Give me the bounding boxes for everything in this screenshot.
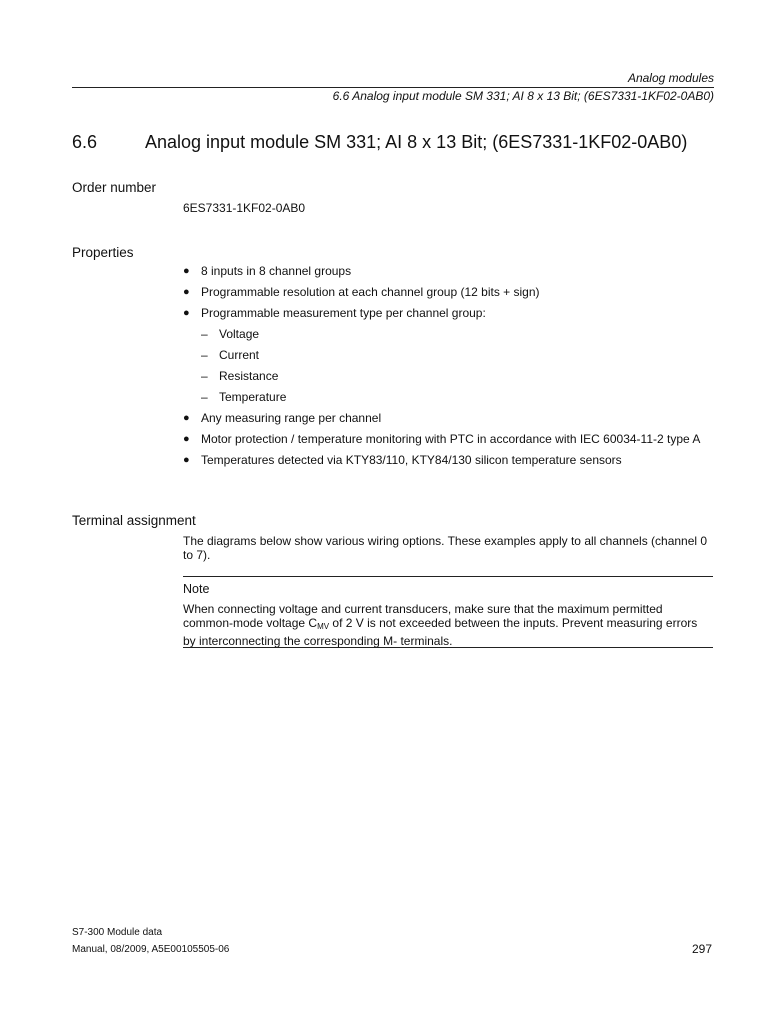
page-number: 297 bbox=[691, 942, 712, 956]
note-text: When connecting voltage and current transducers, make sure that the maximum permitted common-mode voltage $C_{MV}$ of 2 V is not exceeded between the inputs. Prevent measuring errors by interconnecting the corresponding M- terminals. bbox=[183, 602, 698, 648]
list-item: ● Programmable resolution at each channel group (12 bits + sign) bbox=[183, 285, 540, 299]
section-number: 6.6 bbox=[72, 132, 98, 152]
list-item: ● Motor protection / temperature monitoring with PTC in accordance with IEC 60034-11-2 type A bbox=[183, 432, 701, 446]
list-item: ● Temperatures detected via KTY83/110, KTY84/130 silicon temperature sensors bbox=[183, 453, 622, 467]
sub-list-item: – Voltage bbox=[201, 327, 260, 341]
dash-icon: – bbox=[201, 348, 208, 362]
bullet-icon: ● bbox=[183, 307, 190, 319]
dash-icon: – bbox=[201, 390, 208, 404]
bullet-icon: ● bbox=[183, 454, 190, 466]
header-rule bbox=[72, 87, 714, 88]
note-rule-bottom bbox=[183, 647, 713, 648]
list-item: ● 8 inputs in 8 channel groups bbox=[183, 264, 352, 278]
dash-icon: – bbox=[201, 369, 208, 383]
sub-list-item: – Temperature bbox=[201, 390, 287, 404]
footer-manual-info: Manual, 08/2009, A5E00105505-06 bbox=[72, 944, 230, 955]
list-item: ● Any measuring range per channel bbox=[183, 411, 382, 425]
dash-icon: – bbox=[201, 327, 208, 341]
terminal-assignment-heading: Terminal assignment bbox=[72, 513, 196, 528]
bullet-icon: ● bbox=[183, 265, 190, 277]
running-header-chapter: Analog modules bbox=[627, 71, 714, 85]
order-number-value: 6ES7331-1KF02-0AB0 bbox=[183, 201, 306, 215]
note-rule-top bbox=[183, 576, 713, 577]
bullet-icon: ● bbox=[183, 286, 190, 298]
measurement-type-list bbox=[201, 327, 713, 404]
order-number-heading: Order number bbox=[72, 180, 157, 195]
terminal-assignment-text: The diagrams below show various wiring options. These examples apply to all channels (channel 0 to 7). bbox=[183, 534, 708, 562]
sub-list-item: – Current bbox=[201, 348, 260, 362]
properties-list bbox=[183, 264, 713, 474]
section-title: Analog input module SM 331; AI 8 x 13 Bit; (6ES7331-1KF02-0AB0) bbox=[145, 132, 688, 152]
running-header-section: 6.6 Analog input module SM 331; AI 8 x 13 Bit; (6ES7331-1KF02-0AB0) bbox=[332, 89, 714, 103]
bullet-icon: ● bbox=[183, 412, 190, 424]
bullet-icon: ● bbox=[183, 433, 190, 445]
footer-doc-title: S7-300 Module data bbox=[72, 927, 163, 938]
sub-list-item: – Resistance bbox=[201, 369, 279, 383]
list-item: ● Programmable measurement type per channel group: – Voltage – Current – Resistance – Temperature bbox=[183, 306, 713, 404]
properties-heading: Properties bbox=[72, 245, 134, 260]
note-heading: Note bbox=[183, 582, 210, 596]
